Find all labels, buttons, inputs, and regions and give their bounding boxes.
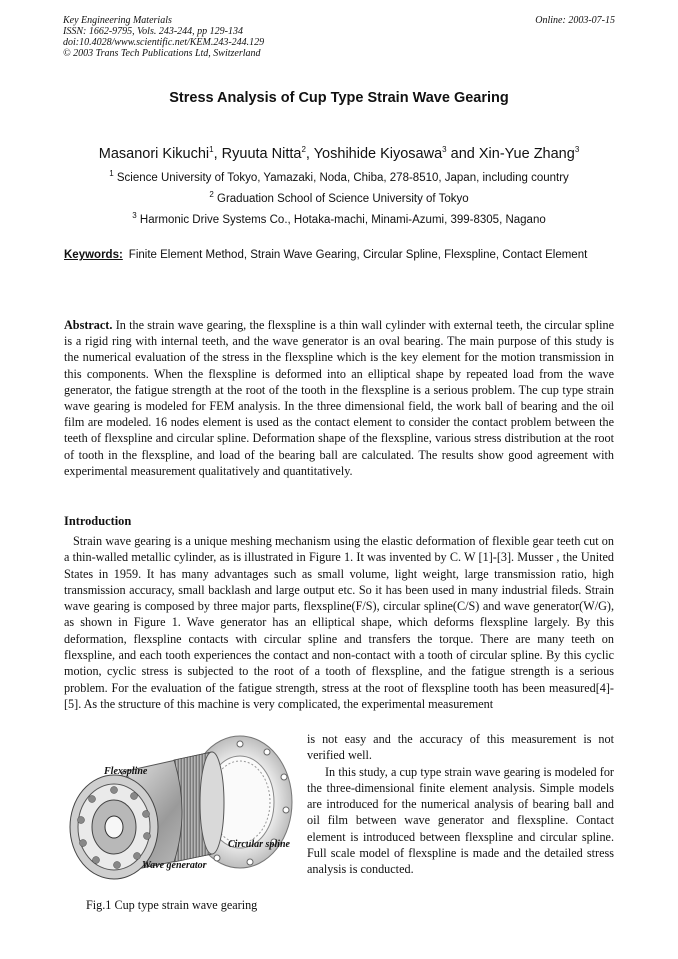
journal-doi: doi:10.4028/www.scientific.net/KEM.243-244.129 (63, 37, 265, 48)
introduction-paragraph-continued: is not easy and the accuracy of this measurement is not verified well. (307, 732, 614, 763)
keywords-label: Keywords: (64, 249, 123, 261)
author-affil-mark: 3 (442, 145, 447, 155)
author-separator: and (446, 146, 479, 162)
figure-label-wave-generator: Wave generator (142, 860, 207, 871)
journal-copyright: © 2003 Trans Tech Publications Ltd, Switzerland (63, 48, 261, 59)
figure-1 (62, 732, 304, 894)
author-list (0, 146, 678, 162)
affiliation-text: Science University of Tokyo, Yamazaki, Noda, Chiba, 278-8510, Japan, including country (116, 172, 569, 184)
affiliation-mark: 2 (209, 190, 214, 200)
author-name: Masanori Kikuchi (98, 146, 210, 162)
journal-name: Key Engineering Materials (63, 15, 172, 26)
affiliation (0, 169, 678, 184)
affiliation-text: Graduation School of Science University of Tokyo (217, 193, 469, 205)
author-affil-mark: 3 (574, 145, 580, 155)
author-name: Yoshihide Kiyosawa (313, 146, 443, 162)
figure-label-circular-spline: Circular spline (228, 839, 290, 850)
affiliation-mark: 1 (109, 169, 114, 179)
section-heading-introduction: Introduction (64, 514, 132, 528)
online-date: Online: 2003-07-15 (535, 15, 615, 26)
author-affil-mark: 2 (301, 145, 306, 155)
author-affil-mark: 1 (209, 145, 214, 155)
figure-caption: Fig.1 Cup type strain wave gearing (86, 898, 258, 912)
introduction-right-column (307, 731, 614, 878)
journal-info (63, 15, 264, 59)
author-name: Ryuuta Nitta (221, 146, 302, 162)
affiliation (0, 190, 678, 205)
affiliation-mark: 3 (132, 211, 137, 221)
affiliation (0, 211, 678, 226)
keywords-block (64, 248, 614, 263)
abstract-label: Abstract. (64, 318, 113, 332)
paper-title: Stress Analysis of Cup Type Strain Wave Gearing (169, 90, 509, 106)
author-name: Xin-Yue Zhang (478, 146, 575, 162)
author-separator: , (213, 146, 222, 162)
author-separator: , (305, 146, 314, 162)
introduction-paragraph: In this study, a cup type strain wave gearing is modeled for the three-dimensional finite element analysis. Simple models are introduced for the numerical analysis of bearing ball and oil film between wave generator and flexspline. Contact element is introduced between flexspline and circular spline. Full scale model of flexspline is made and the detailed stress analysis is conducted. (307, 764, 614, 877)
introduction-paragraph: Strain wave gearing is a unique meshing mechanism using the elastic deformation of flexible gear teeth cut on a thin-walled metallic cylinder, as is illustrated in Figure 1. It was invented by C. W [1]-[3]. Musser , the United States in 1959. It has many advantages such as small volume, light weight, large transmission ratio, high transmission accuracy, small backlash and large output etc. So it has been used in many industrial fileds. Strain wave gearing is composed by three major parts, flexspline(F/S), circular spline(C/S) and wave generator(W/G), as shown in Figure 1. Wave generator has an elliptical shape, which deforms flexspline largely. By this deformation, flexspline contacts with circular spline and transfers the torque. There are many teeth on flexspline, and each tooth experiences the contact and non-contact with a tooth of circular spline. By this cyclic motion, cyclic stress is subjected to the root of a tooth of flexspline, and the fatigue strength is a serious problem. For the evaluation of the fatigue strength, stress at the root of flexspline tooth has been measured[4]-[5]. As the structure of this machine is very complicated, the experimental measurement (64, 534, 614, 711)
abstract (64, 317, 614, 479)
abstract-text: In the strain wave gearing, the flexspline is a thin wall cylinder with external teeth, the circular spline is a rigid ring with internal teeth, and the wave generator is an oval bearing. The main purpose of this study is the numerical evaluation of the stress in the flexspline which is the key element for the motion transmission in this components. When the flexspline is deformed into an elliptical shape by repeated load from the wave generator, the fatigue strength at the root of the tooth in the flexspline is a serious problem. The cup type strain wave gearing is modeled for FEM analysis. In the three dimensional field, the work ball of bearing and the oil film are modeled. 16 nodes element is used as the contact element to consider the contact problem between the teeth of flexspline and circular spline. Deformation shape of the flexspline, various stress distribution at the root of tooth in the flexspline, and load of the bearing ball are calculated. The results show good agreement with experimental measurement qualitatively and quantitatively. (64, 318, 614, 478)
journal-issn: ISSN: 1662-9795, Vols. 243-244, pp 129-134 (63, 26, 243, 37)
affiliation-text: Harmonic Drive Systems Co., Hotaka-machi, Minami-Azumi, 399-8305, Nagano (139, 214, 546, 226)
figure-label-flexspline: Flexspline (104, 766, 148, 777)
keywords-text: Finite Element Method, Strain Wave Gearing, Circular Spline, Flexspline, Contact Element (128, 249, 588, 261)
